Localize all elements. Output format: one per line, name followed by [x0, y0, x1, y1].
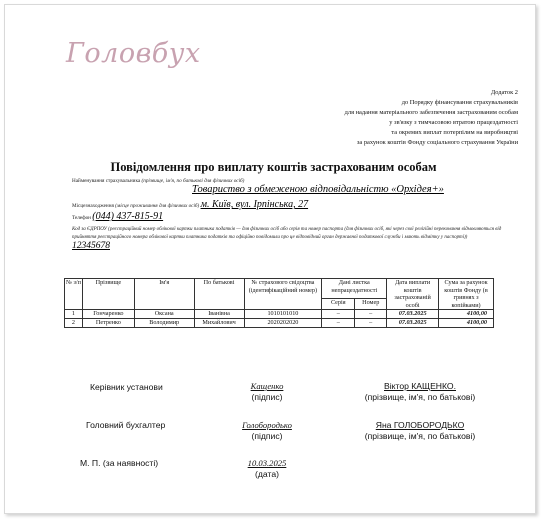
- cell-num: 2: [65, 319, 83, 328]
- date-value: 10.03.2025: [247, 458, 287, 468]
- head-name-block: [355, 381, 485, 403]
- phone-label: Телефон: [72, 215, 91, 221]
- th-number: Номер: [355, 299, 387, 310]
- th-surname: Прізвище: [82, 279, 134, 310]
- cell-cert: 2020202020: [244, 319, 322, 328]
- head-sign: Кащенко: [250, 381, 284, 391]
- insurer-hint: (прізвище, ім'я, по батькові для фізичних осіб): [141, 178, 245, 184]
- brand-logo: Головбух: [66, 38, 201, 69]
- location-line: [72, 199, 308, 210]
- table-row: [65, 310, 494, 319]
- acct-sign: Голобородько: [242, 420, 292, 430]
- acct-name-caption: (прізвище, ім'я, по батькові): [364, 431, 476, 441]
- cell-series: –: [322, 310, 355, 319]
- cell-cert: 1010101010: [244, 310, 322, 319]
- payments-table: [64, 278, 494, 328]
- cell-name: Оксана: [134, 310, 194, 319]
- edrpou-note: Код за ЄДРПОУ (реєстраційний номер облікової картки платника податків — для фізичних осіб або серія та номер паспорта (для фізичних осіб, які через свої релігійні переконання відмовляються від прийняття реєстраційного номера облікової картки платника податків та офіційно повідомили про це відповідний орган державної податкової служби і мають відмітку у паспорті)): [72, 227, 502, 241]
- th-date: Дата виплати коштів застрахованій особі: [387, 279, 439, 310]
- appendix-block: [258, 88, 518, 147]
- head-label: Керівник установи: [90, 382, 163, 392]
- insurer-value-line: [192, 184, 444, 195]
- appendix-line: для надання матеріального забезпечення застрахованим особам: [344, 108, 518, 116]
- location-hint: (місце проживання для фізичних осіб): [115, 203, 200, 209]
- cell-num: 1: [65, 310, 83, 319]
- cell-surname: Петренко: [82, 319, 134, 328]
- location-label: Місцезнаходження: [72, 203, 114, 209]
- head-sign-caption: (підпис): [251, 392, 283, 402]
- cell-date: 07.03.2025: [387, 310, 439, 319]
- phone-line: [72, 211, 163, 222]
- head-name-caption: (прізвище, ім'я, по батькові): [364, 392, 476, 402]
- cell-sum: 4100,00: [439, 310, 494, 319]
- document-title: Повідомлення про виплату коштів застрахованим особам: [110, 160, 437, 174]
- cell-number: –: [355, 319, 387, 328]
- cell-surname: Гончаренко: [82, 310, 134, 319]
- date-block: [237, 458, 297, 480]
- cell-sum: 4100,00: [439, 319, 494, 328]
- appendix-line: до Порядку фінансування страхувальників: [401, 98, 518, 106]
- appendix-line: Додаток 2: [490, 89, 518, 96]
- head-sign-block: [237, 381, 297, 403]
- insurer-value: Товариство з обмеженою відповідальністю «Орхідея+»: [192, 184, 444, 195]
- cell-name: Володимир: [134, 319, 194, 328]
- acct-sign-block: [229, 420, 305, 442]
- table-row: [65, 319, 494, 328]
- cell-patronymic: Іванівна: [194, 310, 244, 319]
- head-name: Віктор КАЩЕНКО.: [384, 381, 456, 391]
- appendix-line: та окремих виплат потерпілим на виробництві: [391, 128, 518, 136]
- th-num: № з/п: [65, 279, 83, 310]
- cell-patronymic: Михайлович: [194, 319, 244, 328]
- th-name: Ім'я: [134, 279, 194, 310]
- th-patronymic: По батькові: [194, 279, 244, 310]
- acct-name: Яна ГОЛОБОРОДЬКО: [375, 420, 465, 430]
- stamp-label: М. П. (за наявності): [80, 458, 159, 468]
- appendix-line: у зв'язку з тимчасовою втратою працездатності: [389, 118, 518, 126]
- phone-value: (044) 437-815-91: [92, 211, 164, 222]
- th-cert: № страхового свідоцтва (ідентифікаційний номер): [244, 279, 322, 310]
- th-sick: Дані листка непрацездатності: [322, 279, 387, 299]
- acct-name-block: [355, 420, 485, 442]
- location-value: м. Київ, вул. Ірпінська, 27: [200, 199, 309, 210]
- th-series: Серія: [322, 299, 355, 310]
- appendix-line: за рахунок коштів Фонду соціального страхування України: [356, 138, 518, 146]
- cell-number: –: [355, 310, 387, 319]
- edrpou-line: [72, 226, 502, 253]
- th-sum: Сума за рахунок коштів Фонду (в гривнях з копійками): [439, 279, 494, 310]
- edrpou-value: 12345678: [72, 241, 110, 252]
- cell-date: 07.03.2025: [387, 319, 439, 328]
- date-caption: (дата): [255, 469, 279, 479]
- acct-sign-caption: (підпис): [251, 431, 283, 441]
- cell-series: –: [322, 319, 355, 328]
- insurer-label: Найменування страхувальника: [72, 178, 141, 184]
- acct-label: Головний бухгалтер: [86, 420, 166, 430]
